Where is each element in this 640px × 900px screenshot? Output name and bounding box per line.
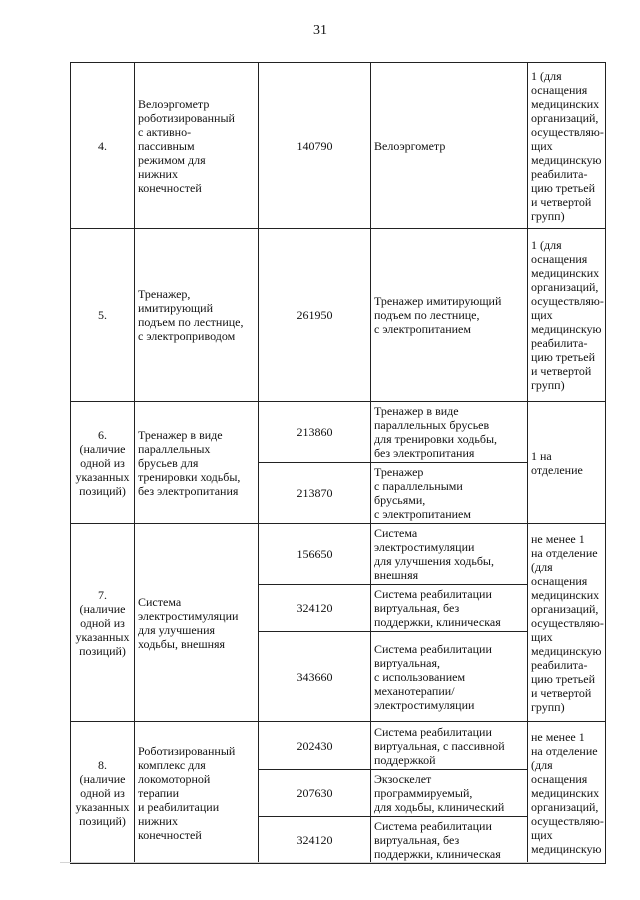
equipment-code: 213860 [259, 402, 371, 463]
table-row [71, 229, 606, 402]
equipment-code: 324120 [259, 585, 371, 632]
equipment-code: 261950 [259, 229, 371, 402]
equipment-name: Тренажер, имитирующий подъем по лестнице, с электроприводом [135, 229, 259, 402]
equipment-count: 1 (для оснащения медицинских организаций, осуществляю- щих медицинскую реабилита- цию третьей и четвертой групп) [528, 229, 606, 402]
equipment-type: Система реабилитации виртуальная, без поддержки, клиническая [371, 585, 528, 632]
equipment-type: Система электростимуляции для улучшения ходьбы, внешняя [371, 524, 528, 585]
equipment-type: Система реабилитации виртуальная, с использованием механотерапии/ электростимуляции [371, 632, 528, 722]
page-number: 31 [313, 23, 327, 38]
equipment-name: Система электростимуляции для улучшения ходьбы, внешняя [135, 524, 259, 722]
table-row [71, 524, 606, 585]
equipment-count: не менее 1 на отделение (для оснащения медицинских организаций, осуществляю- щих медицинскую реабилита- цию третьей и четвертой групп) [528, 524, 606, 722]
equipment-code: 207630 [259, 770, 371, 817]
equipment-code: 324120 [259, 817, 371, 864]
equipment-type: Велоэргометр [371, 63, 528, 229]
table-row [71, 722, 606, 770]
row-number: 4. [71, 63, 135, 229]
row-number: 5. [71, 229, 135, 402]
equipment-count: не менее 1 на отделение (для оснащения медицинских организаций, осуществляю- щих медицинскую [528, 722, 606, 864]
equipment-type: Тренажер с параллельными брусьями, с электропитанием [371, 463, 528, 524]
equipment-code: 140790 [259, 63, 371, 229]
equipment-type: Система реабилитации виртуальная, без поддержки, клиническая [371, 817, 528, 864]
row-number: 8. (наличие одной из указанных позиций) [71, 722, 135, 864]
equipment-code: 213870 [259, 463, 371, 524]
row-number: 7. (наличие одной из указанных позиций) [71, 524, 135, 722]
equipment-code: 202430 [259, 722, 371, 770]
table-row [71, 402, 606, 463]
scan-mark [60, 862, 580, 863]
equipment-type: Тренажер в виде параллельных брусьев для тренировки ходьбы, без электропитания [371, 402, 528, 463]
equipment-name: Роботизированный комплекс для локомоторной терапии и реабилитации нижних конечностей [135, 722, 259, 864]
equipment-count: 1 на отделение [528, 402, 606, 524]
equipment-table [70, 62, 606, 864]
equipment-type: Экзоскелет программируемый, для ходьбы, клинический [371, 770, 528, 817]
equipment-type: Система реабилитации виртуальная, с пассивной поддержкой [371, 722, 528, 770]
equipment-code: 156650 [259, 524, 371, 585]
row-number: 6. (наличие одной из указанных позиций) [71, 402, 135, 524]
equipment-name: Тренажер в виде параллельных брусьев для тренировки ходьбы, без электропитания [135, 402, 259, 524]
equipment-code: 343660 [259, 632, 371, 722]
equipment-name: Велоэргометр роботизированный с активно- пассивным режимом для нижних конечностей [135, 63, 259, 229]
table-row [71, 63, 606, 229]
equipment-count: 1 (для оснащения медицинских организаций, осуществляю- щих медицинскую реабилита- цию третьей и четвертой групп) [528, 63, 606, 229]
equipment-type: Тренажер имитирующий подъем по лестнице, с электропитанием [371, 229, 528, 402]
